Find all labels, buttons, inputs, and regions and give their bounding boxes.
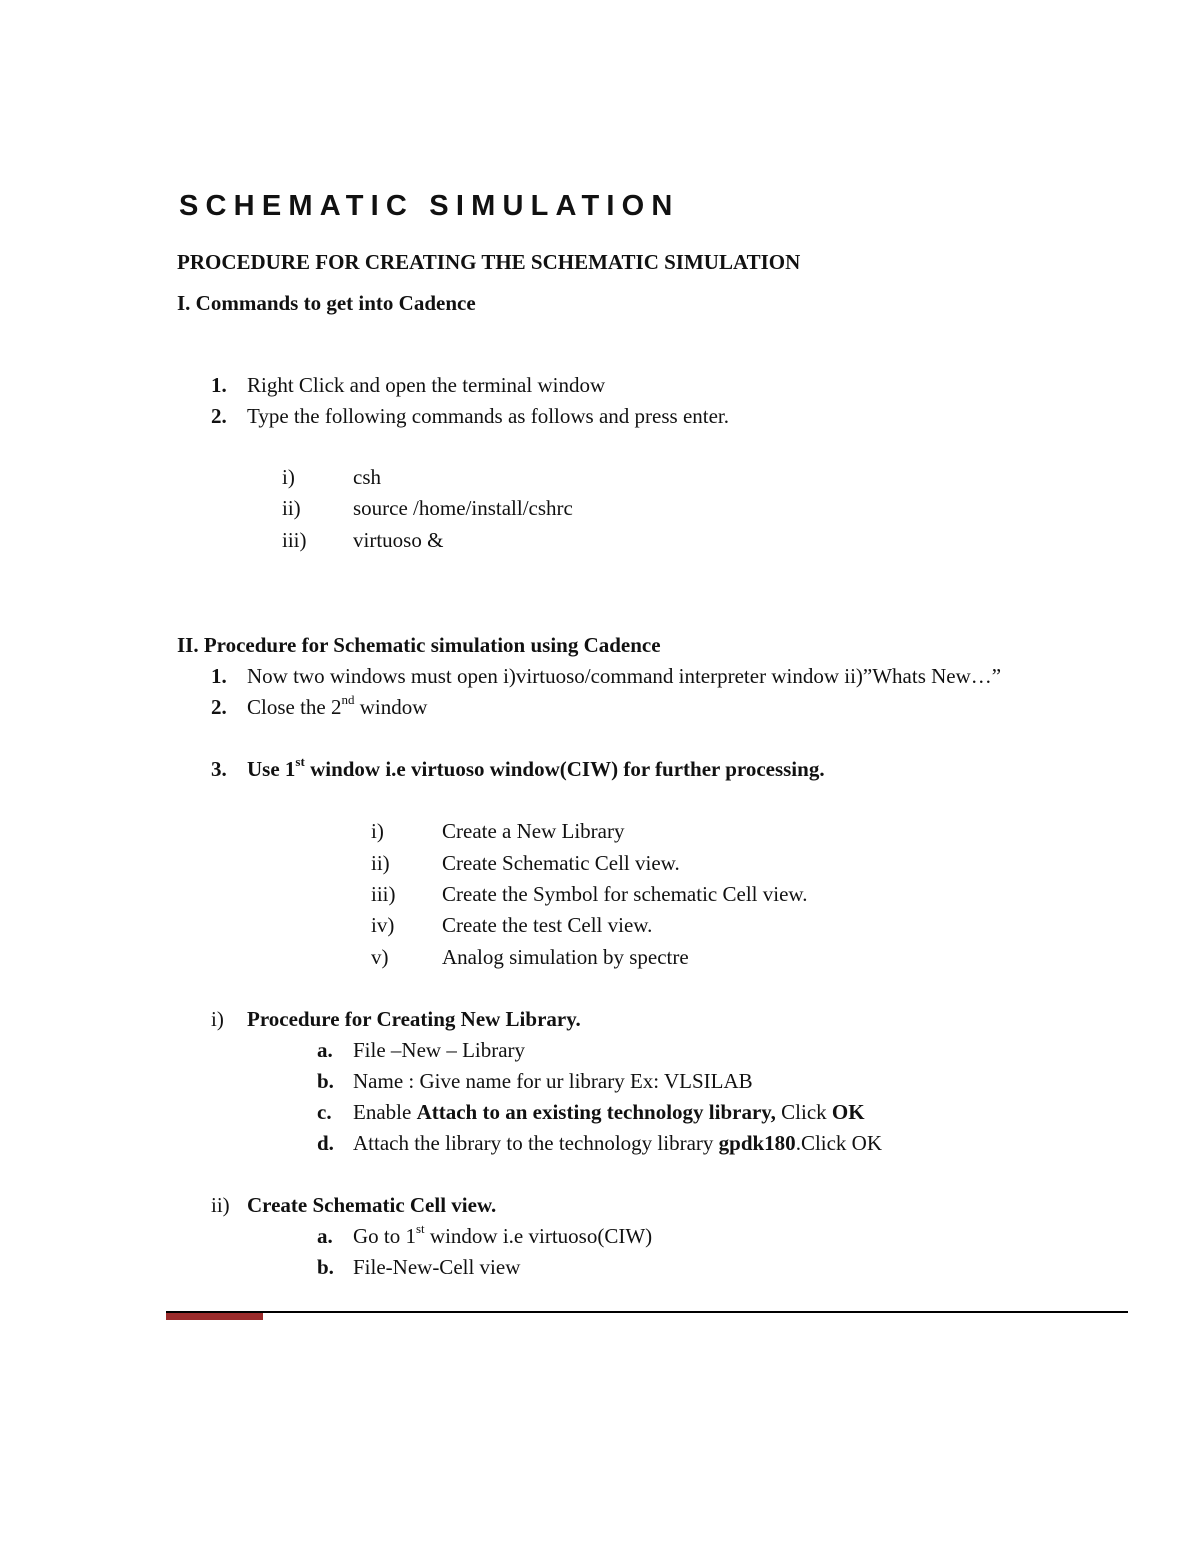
item-text: File-New-Cell view xyxy=(353,1255,521,1279)
task-text: Create the Symbol for schematic Cell view. xyxy=(442,882,808,906)
item-text: File –New – Library xyxy=(353,1038,526,1062)
step-text: Now two windows must open i)virtuoso/command interpreter window ii)”Whats New…” xyxy=(247,664,1002,688)
task-number: i) xyxy=(371,819,384,843)
item-letter: a. xyxy=(317,1038,333,1062)
step-number: 2. xyxy=(211,695,227,719)
item-letter: b. xyxy=(317,1069,334,1093)
item-text: Attach the library to the technology library gpdk180.Click OK xyxy=(353,1131,883,1155)
command-number: ii) xyxy=(282,496,301,520)
section-1-heading: I. Commands to get into Cadence xyxy=(177,291,476,315)
task-text: Create Schematic Cell view. xyxy=(442,851,680,875)
step-number: 2. xyxy=(211,404,227,428)
command-text: csh xyxy=(353,465,381,489)
command-number: iii) xyxy=(282,528,307,552)
step-number: 3. xyxy=(211,757,227,781)
command-text: source /home/install/cshrc xyxy=(353,496,573,520)
command-number: i) xyxy=(282,465,295,489)
step-text: Type the following commands as follows and press enter. xyxy=(247,404,730,428)
item-letter: a. xyxy=(317,1224,333,1248)
step-text: Close the 2nd window xyxy=(247,692,428,719)
task-text: Create the test Cell view. xyxy=(442,913,653,937)
item-text: Name : Give name for ur library Ex: VLSILAB xyxy=(353,1069,753,1093)
subtitle: PROCEDURE FOR CREATING THE SCHEMATIC SIMULATION xyxy=(177,250,801,274)
command-text: virtuoso & xyxy=(353,528,444,552)
task-number: iii) xyxy=(371,882,396,906)
task-number: iv) xyxy=(371,913,395,937)
task-number: v) xyxy=(371,945,389,969)
item-letter: c. xyxy=(317,1100,332,1124)
task-text: Analog simulation by spectre xyxy=(442,945,689,969)
subsection-number: ii) xyxy=(211,1193,230,1217)
step-number: 1. xyxy=(211,664,227,688)
page-title: SCHEMATIC SIMULATION xyxy=(179,190,680,222)
step-number: 1. xyxy=(211,373,227,397)
subsection-heading: Procedure for Creating New Library. xyxy=(247,1007,581,1031)
subsection-heading: Create Schematic Cell view. xyxy=(247,1193,497,1217)
section-2-heading: II. Procedure for Schematic simulation using Cadence xyxy=(177,633,661,657)
subsection-number: i) xyxy=(211,1007,224,1031)
step-text: Use 1st window i.e virtuoso window(CIW) for further processing. xyxy=(247,754,825,781)
item-text: Enable Attach to an existing technology library, Click OK xyxy=(353,1100,865,1124)
footer-accent-bar xyxy=(166,1313,263,1320)
item-text: Go to 1st window i.e virtuoso(CIW) xyxy=(353,1221,653,1248)
item-letter: b. xyxy=(317,1255,334,1279)
task-number: ii) xyxy=(371,851,390,875)
task-text: Create a New Library xyxy=(442,819,625,843)
footer-divider xyxy=(166,1311,1128,1313)
step-text: Right Click and open the terminal window xyxy=(247,373,606,397)
item-letter: d. xyxy=(317,1131,334,1155)
